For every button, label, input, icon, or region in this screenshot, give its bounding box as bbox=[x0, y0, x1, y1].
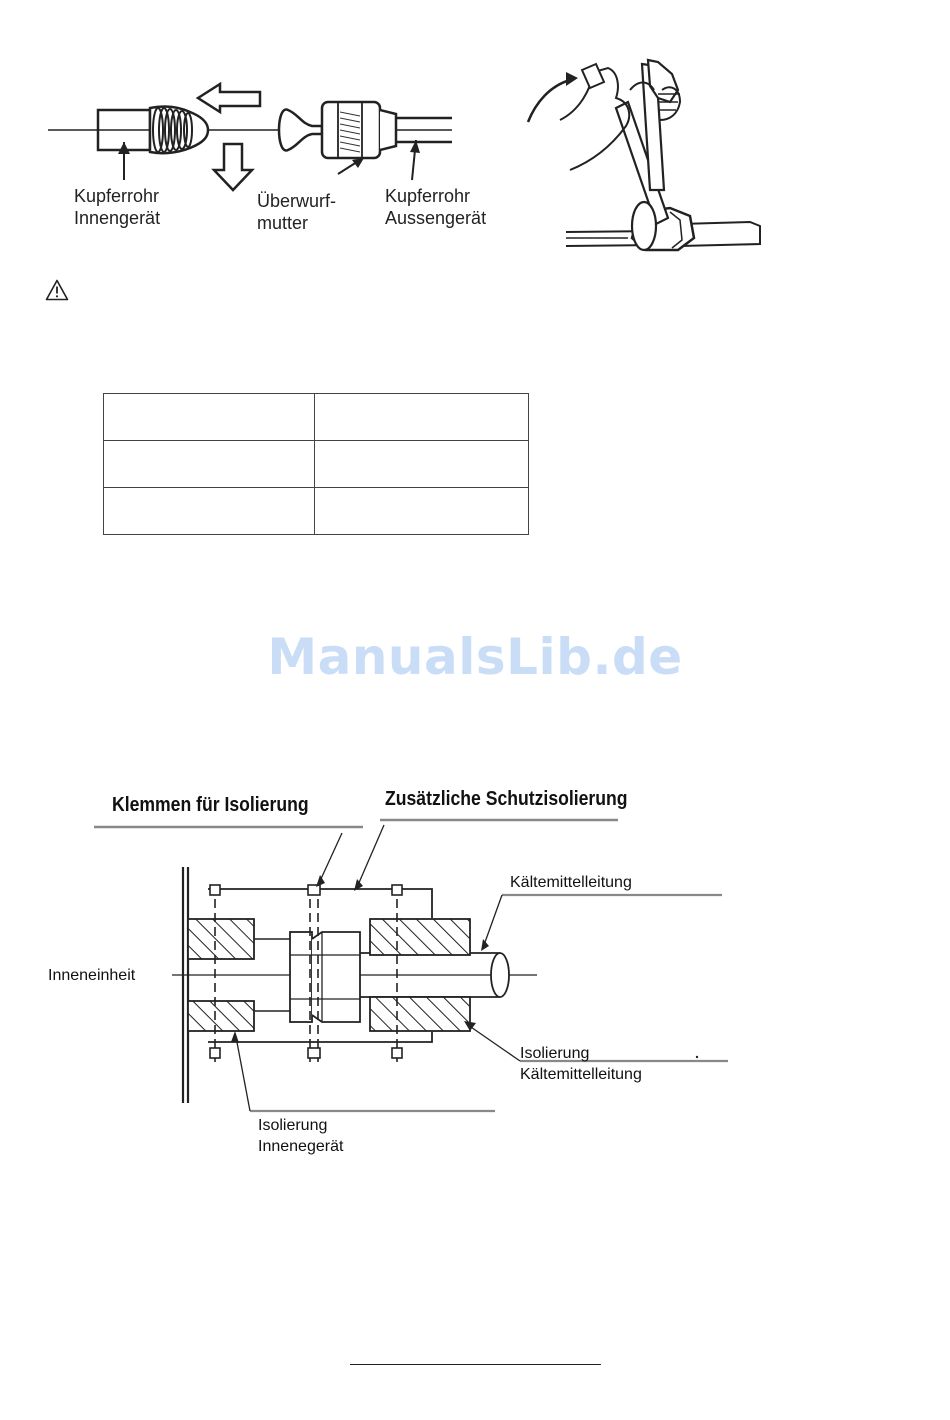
label-line: Kupferrohr bbox=[385, 186, 471, 206]
footer-separator bbox=[350, 1364, 601, 1365]
outdoor-copper-pipe bbox=[396, 118, 452, 180]
table-cell bbox=[315, 488, 529, 535]
table-cell bbox=[315, 441, 529, 488]
watermark: ManualsLib.de bbox=[267, 628, 683, 686]
label-line: Aussengerät bbox=[385, 208, 487, 228]
label-line: Isolierung bbox=[258, 1117, 328, 1134]
label-line: Kupferrohr bbox=[74, 186, 160, 206]
label-indoor-copper-pipe bbox=[74, 185, 160, 229]
label-line: Innengerät bbox=[74, 208, 161, 228]
label-refrigerant-line: Kältemittelleitung bbox=[510, 874, 632, 891]
table-cell bbox=[315, 394, 529, 441]
label-flare-nut bbox=[257, 190, 336, 234]
label-additional-protective-insulation: Zusätzliche Schutzisolierung bbox=[385, 788, 628, 810]
table-cell bbox=[104, 441, 315, 488]
label-line: Isolierung bbox=[520, 1045, 590, 1062]
table-row bbox=[104, 441, 529, 488]
arrow-down-icon bbox=[214, 144, 252, 190]
indoor-copper-pipe bbox=[98, 107, 208, 180]
arrow-left-icon bbox=[198, 84, 260, 112]
label-outdoor-copper-pipe bbox=[385, 185, 486, 229]
warning-triangle-icon bbox=[45, 279, 69, 301]
label-line: Überwurf- bbox=[257, 191, 337, 211]
insulation-diagram bbox=[40, 815, 760, 1115]
flare-nut bbox=[279, 102, 396, 174]
table-cell bbox=[104, 394, 315, 441]
table-row bbox=[104, 488, 529, 535]
label-refrigerant-line-insulation bbox=[520, 1043, 642, 1085]
label-line: Kältemittelleitung bbox=[520, 1066, 642, 1083]
wrench-tightening-figure bbox=[520, 50, 790, 260]
label-line: mutter bbox=[257, 213, 309, 233]
label-line: Innenegerät bbox=[258, 1138, 344, 1155]
table-row bbox=[104, 394, 529, 441]
empty-data-table bbox=[103, 393, 529, 535]
label-indoor-unit-insulation bbox=[258, 1115, 343, 1157]
table-cell bbox=[104, 488, 315, 535]
label-clamps-for-insulation: Klemmen für Isolierung bbox=[112, 794, 309, 816]
label-indoor-unit: Inneneinheit bbox=[48, 967, 136, 984]
